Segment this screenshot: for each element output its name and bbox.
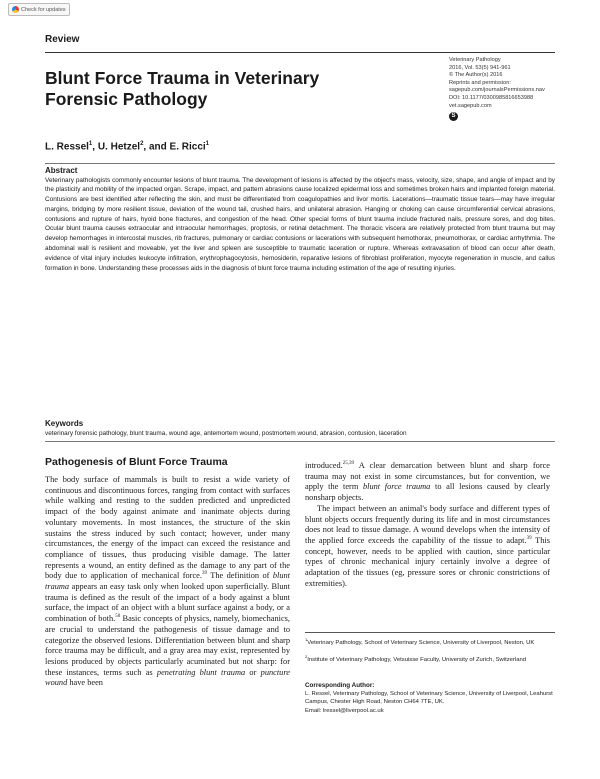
affiliation-mark: 2 bbox=[305, 654, 308, 659]
journal-volume: 2016, Vol. 53(5) 941-961 bbox=[449, 64, 511, 71]
journal-url[interactable]: vet.sagepub.com bbox=[449, 102, 492, 109]
doi[interactable]: DOI: 10.1177/0300985816653988 bbox=[449, 94, 534, 101]
affiliation-footnote bbox=[305, 653, 560, 664]
emphasized-term: penetrating blunt trauma bbox=[156, 667, 246, 677]
affiliation-mark: 1 bbox=[305, 637, 308, 642]
crossmark-icon bbox=[12, 6, 19, 13]
affiliation-text: Veterinary Pathology, School of Veterinary Science, University of Liverpool, Neston, UK bbox=[307, 639, 535, 646]
corresponding-address: L. Ressel, Veterinary Pathology, School of Veterinary Science, University of Liverpool, Leahurst Campus, Chester High Road, Neston CH64 7TE, UK. bbox=[305, 691, 553, 706]
author-affiliation-mark: 2 bbox=[140, 141, 144, 147]
permissions-link[interactable]: sagepub.com/journalsPermissions.nav bbox=[449, 87, 545, 94]
paragraph-text: The body surface of mammals is built to resist a wide variety of continuous and discontinuous forces, ranging from contact with surfaces while walking and resting to the sudden predicted and unpredicted impact of the body against animate and inanimate objects during voluntary movements. In most instances, the structure of the skin sustains the stress induced by such contact; however, under many circumstances, the energy of the impact can exceed the resistance and compliance of tissues, thus producing visible damage. The latter represents a wound, an entity defined as the damage to any part of the body due to application of mechanical force. bbox=[45, 475, 290, 581]
badge-label: Check for updates bbox=[21, 6, 66, 13]
sage-logo-icon: S bbox=[449, 112, 458, 121]
corresponding-author-details bbox=[305, 690, 560, 715]
paragraph-text: A clear demarcation between blunt and sharp force trauma may not exist in some circumstances, but for convention, we apply the term bbox=[305, 461, 550, 492]
author-name: L. Ressel bbox=[45, 141, 89, 153]
header-divider bbox=[45, 52, 555, 53]
article-title: Blunt Force Trauma in Veterinary Forensic Pathology bbox=[45, 68, 320, 109]
body-paragraph bbox=[305, 504, 550, 590]
paragraph-text: or bbox=[245, 667, 261, 677]
paragraph-text: The impact between an animal's body surface and different types of blunt objects occurs frequently during its life and in most circumstances does not lead to tissue damage. A wound develops when the intensity of the applied force exceeds the capability of the tissue to adapt. bbox=[305, 503, 550, 545]
footnote-divider bbox=[305, 632, 555, 633]
emphasized-term: blunt force trauma bbox=[362, 482, 431, 492]
body-paragraph bbox=[305, 461, 550, 504]
citation-ref[interactable]: 25,39 bbox=[342, 461, 355, 467]
author-separator: , bbox=[92, 141, 98, 153]
paragraph-text: Basic concepts of physics, namely, biomechanics, are crucial to understand the pathogenesis of tissue damage and to categorize the observed lesions. Differentiation between blunt and sharp force trauma may be difficult, and a gray area may exist, represented by lesions produced by objects particularly acuminated but not sharp: for these instances, terms such as bbox=[45, 614, 290, 677]
abstract-divider bbox=[45, 163, 555, 164]
check-for-updates-badge[interactable] bbox=[8, 3, 70, 16]
paragraph-text: to all lesions caused by clearly nonsharp objects. bbox=[305, 482, 550, 503]
citation-ref[interactable]: 50 bbox=[115, 614, 121, 620]
paragraph-text: appears an easy task only when looked upon superficially. Blunt trauma is defined as the result of the impact of a body against a blunt surface, the impact of an object with a blunt surface against a body, or a combination of both. bbox=[45, 582, 290, 624]
keywords-heading: Keywords bbox=[45, 419, 84, 428]
emphasized-term: blunt trauma bbox=[45, 571, 290, 592]
keywords-divider bbox=[45, 441, 555, 442]
author-affiliation-mark: 1 bbox=[205, 141, 210, 147]
journal-info bbox=[449, 57, 569, 121]
corresponding-email[interactable]: Email: lressel@liverpool.ac.uk bbox=[305, 707, 384, 714]
author-list bbox=[45, 141, 209, 152]
paragraph-text: The definition of bbox=[206, 571, 273, 581]
paragraph-text: introduced. bbox=[305, 461, 343, 470]
body-column-left bbox=[45, 475, 290, 689]
abstract-text: Veterinary pathologists commonly encounter lesions of blunt trauma. The development of lesions is affected by the object's mass, velocity, size, shape, and angle of impact and by the plasticity and mobility of the impacted organ. Scrape, impact, and pattern abrasions cause localized epidermal loss and sometimes broken hairs and implanted foreign material. Contusions are best identified after reflecting the skin, and must be differentiated from coagulopathies and livor mortis. Lacerations—traumatic tissue tears—may have irregular margins, bridging by more resilient tissue, deviation of the wound tail, crushed hairs, and unilateral abrasion. Hanging or choking can cause circumferential cervical abrasions, contusions and rupture of hairs, hyoid bone fractures, and congestion of the head. Other special forms of blunt trauma include fractured nails, pressure sores, and dog bites. Ocular blunt trauma causes extraocular and intraocular hemorrhages, proptosis, or retinal detachment. The thoracic viscera are relatively protected from blunt trauma but may develop hemorrhages in intercostal muscles, rib fractures, pulmonary or cardiac contusions or lacerations with subsequent hemothorax, pneumothorax, or cardiac arrhythmia. The abdominal wall is resilient and moveable, yet the liver and spleen are susceptible to traumatic laceration or rupture. Whereas extravasation of blood can occur after death, evidence of vital injury includes leukocyte infiltration, erythrophagocytosis, hemosiderin, reparative lesions of fibroblast proliferation, myocyte regeneration in muscle, and callus formation in bone. Understanding these processes aids in the diagnosis of blunt force trauma including estimation of the age of resulting injuries. bbox=[45, 176, 555, 272]
author-affiliation-mark: 1 bbox=[88, 141, 93, 147]
body-paragraph bbox=[45, 475, 290, 689]
journal-name: Veterinary Pathology bbox=[449, 57, 501, 63]
copyright: © The Author(s) 2016 bbox=[449, 72, 503, 79]
corresponding-author-heading: Corresponding Author: bbox=[305, 682, 375, 689]
paragraph-text: have been bbox=[67, 678, 103, 688]
citation-ref[interactable]: 39 bbox=[201, 571, 207, 577]
article-type: Review bbox=[45, 34, 80, 45]
abstract-heading: Abstract bbox=[45, 166, 78, 175]
reprints-label: Reprints and permission: bbox=[449, 79, 511, 86]
author-separator: , and bbox=[143, 141, 170, 153]
author-name: U. Hetzel bbox=[97, 141, 141, 153]
section-heading: Pathogenesis of Blunt Force Trauma bbox=[45, 456, 228, 468]
affiliation-footnote bbox=[305, 636, 560, 647]
body-column-right bbox=[305, 461, 550, 589]
keywords-text: veterinary forensic pathology, blunt trauma, wound age, antemortem wound, postmortem wound, abrasion, contusion, laceration bbox=[45, 430, 407, 437]
paragraph-text: This concept, however, needs to be applied with caution, since particular types of chronic mechanical injury certainly involve a degree of adaptation of the tissues (eg, pressure sores or chronic constrictions of extremities). bbox=[305, 535, 550, 588]
author-name: E. Ricci bbox=[169, 141, 206, 153]
affiliation-text: Institute of Veterinary Pathology, Vetsuisse Faculty, University of Zurich, Switzerland bbox=[307, 656, 527, 663]
citation-ref[interactable]: 39 bbox=[526, 536, 532, 542]
emphasized-term: puncture wound bbox=[45, 667, 290, 688]
